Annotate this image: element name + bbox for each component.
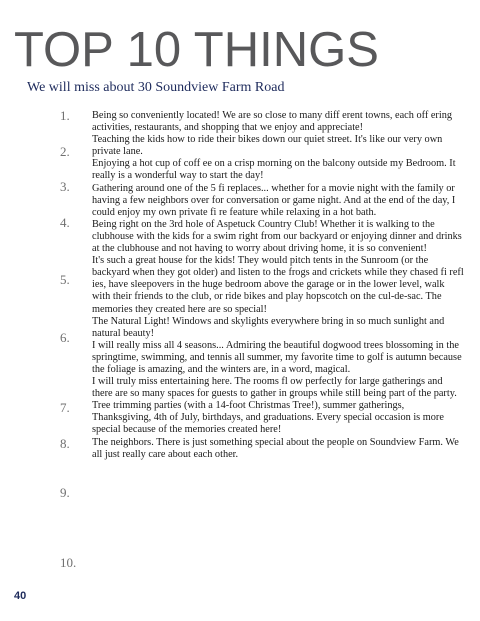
item-number: 1. (60, 108, 70, 123)
item-number: 8. (60, 436, 70, 451)
item-number: 4. (60, 215, 70, 230)
list-item: Gathering around one of the 5 fi replaces... whether for a movie night with the family or having a few neighbors over for conversation or game night. And at the end of the day, I could enjoy my own private fi re feature while relaxing in a hot bath. (92, 182, 456, 218)
list-item: It's such a great house for the kids! They would pitch tents in the Sunroom (or the backyard when they got older) and listen to the frogs and crickets while they chased fi refl ies, have sleepovers in the huge bedroom above the garage or in the lower level, walk with their friends to the club, or ride bikes and play hopscotch on the cul-de-sac. The memories they created here are so special! (92, 255, 464, 315)
page-title: TOP 10 THINGS (14, 23, 379, 77)
list-item: The Natural Light! Windows and skylights everywhere bring in so much sunlight and natural beauty! (92, 315, 445, 339)
item-number: 7. (60, 400, 70, 415)
list-item: I will really miss all 4 seasons... Admiring the beautiful dogwood trees blossoming in the springtime, swimming, and tennis all summer, my favorite time to golf is autumn because the foliage is amazing, and the winters are, in a word, magical. (92, 339, 462, 375)
list-item: I will truly miss entertaining here. The rooms fl ow perfectly for large gatherings and there are so many spaces for guests to gather in groups while still being part of the party. Tree trimming parties (with a 14-foot Christmas Tree!), summer gatherings, Thanksgiving, 4th of July, birthdays, and graduations. Every special occasion is more special because of the memories created here! (92, 376, 457, 436)
items-text (92, 110, 464, 461)
page-subtitle: We will miss about 30 Soundview Farm Road (27, 80, 285, 95)
list-item: Being right on the 3rd hole of Aspetuck Country Club! Whether it is walking to the clubhouse with the kids for a swim right from our backyard or enjoying dinner and drinks at the clubhouse and not having to worry about driving home, it is so convenient! (92, 218, 462, 255)
item-number: 5. (60, 272, 70, 287)
list-item: Being so conveniently located! We are so close to many diff erent towns, each off ering activities, restaurants, and shopping that we enjoy and appreciate! (92, 110, 453, 134)
item-number: 6. (60, 330, 70, 345)
item-number: 9. (60, 485, 70, 500)
list-item: Teaching the kids how to ride their bikes down our quiet street. It's like our very own private lane. (92, 134, 443, 158)
list-item: The neighbors. There is just something special about the people on Soundview Farm. We all just really care about each other. (92, 436, 459, 460)
item-number: 2. (60, 144, 70, 159)
list-item: Enjoying a hot cup of coff ee on a crisp morning on the balcony outside my Bedroom. It really is a wonderful way to start the day! (92, 158, 456, 182)
page-number: 40 (14, 590, 27, 602)
item-number: 10. (60, 555, 77, 570)
item-number: 3. (60, 179, 70, 194)
